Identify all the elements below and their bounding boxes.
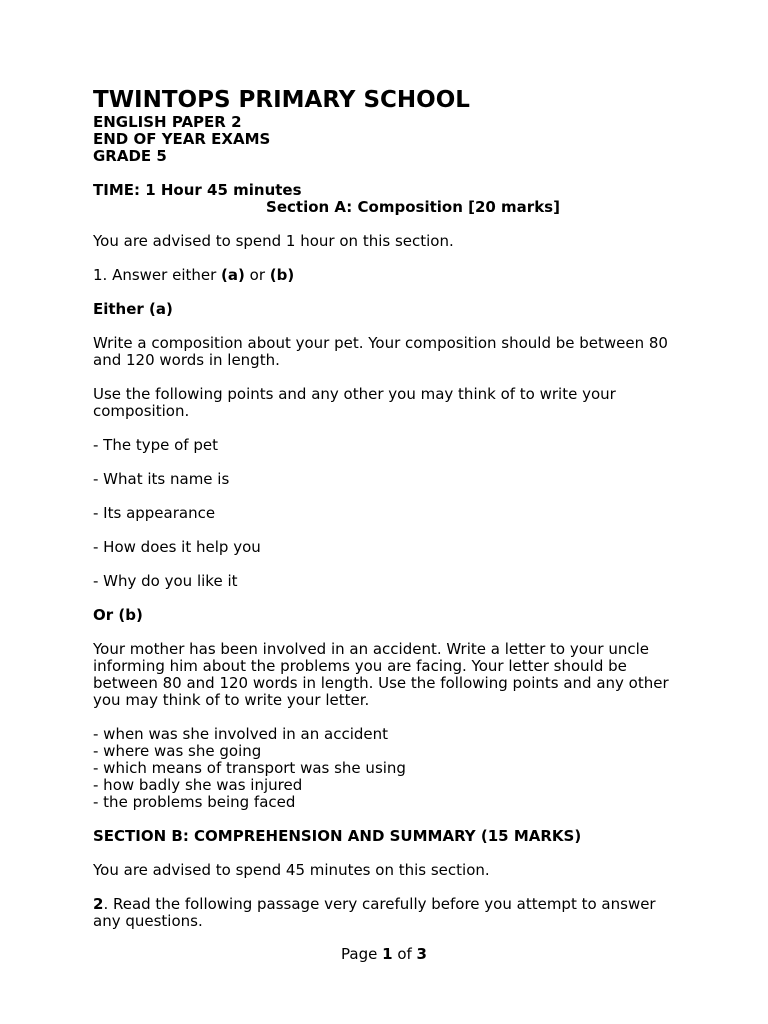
or-b-label: Or (b) xyxy=(93,606,143,624)
or-b-points xyxy=(93,726,683,811)
either-a-label: Either (a) xyxy=(93,300,173,318)
q1-prefix: 1. Answer either xyxy=(93,266,222,284)
section-b-heading: SECTION B: COMPREHENSION AND SUMMARY (15 MARKS) xyxy=(93,827,582,845)
question-1-instruction xyxy=(93,267,683,284)
q2-number: 2 xyxy=(93,895,104,913)
section-a-heading: Section A: Composition [20 marks] xyxy=(266,198,560,216)
either-a-text: Write a composition about your pet. Your composition should be between 80 and 120 words in length. xyxy=(93,334,668,369)
grade-label: GRADE 5 xyxy=(93,147,167,165)
or-point: - the problems being faced xyxy=(93,793,296,811)
q1-option-a: (a) xyxy=(221,266,245,284)
page-current: 1 xyxy=(382,945,393,963)
or-point: - when was she involved in an accident xyxy=(93,725,389,743)
school-name: TWINTOPS PRIMARY SCHOOL xyxy=(93,87,470,113)
page-total: 3 xyxy=(416,945,427,963)
section-a-advice: You are advised to spend 1 hour on this section. xyxy=(93,232,454,250)
page-label: Page xyxy=(341,945,383,963)
either-point: - Its appearance xyxy=(93,504,216,522)
page-footer xyxy=(0,946,768,963)
or-point: - how badly she was injured xyxy=(93,776,303,794)
exam-page xyxy=(93,86,683,930)
either-point: - What its name is xyxy=(93,470,230,488)
or-b-text: Your mother has been involved in an accident. Write a letter to your uncle informing him about the problems you are facing. Your letter should be between 80 and 120 words in length. Use the following points and any other you may think of to write your letter. xyxy=(93,640,669,709)
section-b-advice: You are advised to spend 45 minutes on this section. xyxy=(93,861,490,879)
of-label: of xyxy=(392,945,417,963)
q1-option-b: (b) xyxy=(269,266,295,284)
either-point: - How does it help you xyxy=(93,538,261,556)
or-point: - where was she going xyxy=(93,742,262,760)
paper-name: ENGLISH PAPER 2 xyxy=(93,113,242,131)
either-a-points-intro: Use the following points and any other you may think of to write your composition. xyxy=(93,385,616,420)
time-allowed: TIME: 1 Hour 45 minutes xyxy=(93,181,302,199)
or-point: - which means of transport was she using xyxy=(93,759,406,777)
either-point: - Why do you like it xyxy=(93,572,238,590)
q1-or: or xyxy=(244,266,270,284)
question-2-instruction xyxy=(93,896,683,930)
either-point: - The type of pet xyxy=(93,436,218,454)
q2-text: . Read the following passage very carefully before you attempt to answer any questions. xyxy=(93,895,656,930)
exam-name: END OF YEAR EXAMS xyxy=(93,130,271,148)
